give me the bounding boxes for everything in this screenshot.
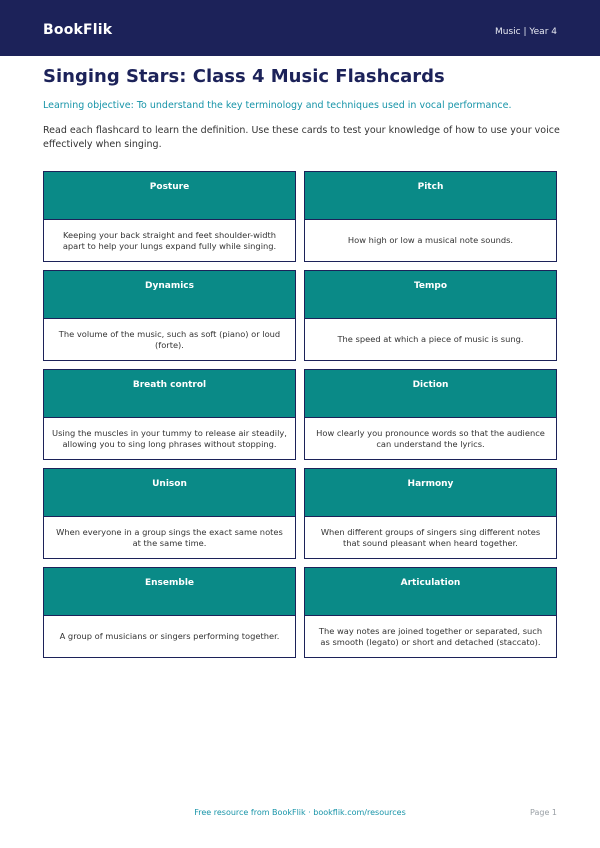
flashcard-term: Articulation xyxy=(400,578,461,588)
flashcard-definition: Keeping your back straight and feet shoulder-width apart to help your lungs expand fully while singing. xyxy=(62,229,277,251)
flashcard-term: Harmony xyxy=(407,479,454,489)
flashcard-term-panel xyxy=(43,567,296,615)
flashcard-definition: How high or low a musical note sounds. xyxy=(347,235,514,245)
flashcard-definition-panel xyxy=(43,318,296,361)
intro-text: Read each flashcard to learn the definition. Use these cards to test your knowledge of how to use your voice effectively when singing. xyxy=(43,125,560,150)
subject-year-label: Music | Year 4 xyxy=(494,27,557,37)
flashcard-definition: When everyone in a group sings the exact same notes at the same time. xyxy=(56,526,283,548)
flashcard-term: Ensemble xyxy=(144,578,195,588)
flashcard-definition-panel xyxy=(43,219,296,262)
flashcard xyxy=(43,270,296,361)
flashcard-definition-panel xyxy=(304,318,557,361)
flashcard-term: Breath control xyxy=(132,380,207,390)
flashcard-term-panel xyxy=(304,567,557,615)
flashcard-term: Unison xyxy=(152,479,187,489)
flashcard-definition: Using the muscles in your tummy to release air steadily, allowing you to sing long phrases without stopping. xyxy=(52,427,287,449)
flashcard-definition: The volume of the music, such as soft (piano) or loud (forte). xyxy=(58,328,281,350)
flashcard xyxy=(304,270,557,361)
flashcard-term-panel xyxy=(304,468,557,516)
flashcard xyxy=(304,468,557,559)
flashcard-term: Dynamics xyxy=(145,281,194,291)
flashcard xyxy=(304,567,557,658)
flashcard-definition: The speed at which a piece of music is sung. xyxy=(337,334,524,344)
flashcard-term: Tempo xyxy=(413,281,448,291)
flashcard-definition: When different groups of singers sing different notes that sound pleasant when heard together. xyxy=(320,526,541,548)
flashcard-definition-panel xyxy=(304,417,557,460)
flashcard xyxy=(43,468,296,559)
footer-resource-link[interactable]: Free resource from BookFlik · bookflik.com/resources xyxy=(194,808,406,817)
flashcard xyxy=(304,171,557,262)
flashcard xyxy=(43,567,296,658)
flashcard-definition-panel xyxy=(304,516,557,559)
flashcard-definition-panel xyxy=(304,615,557,658)
flashcard-definition-panel xyxy=(43,615,296,658)
flashcard-grid xyxy=(43,171,557,658)
flashcard-term: Diction xyxy=(412,380,449,390)
flashcard-term-panel xyxy=(43,270,296,318)
flashcard-definition-panel xyxy=(43,516,296,559)
flashcard-definition: A group of musicians or singers performing together. xyxy=(59,631,280,641)
brand-logo[interactable]: BookFlik xyxy=(43,22,113,38)
flashcard xyxy=(304,369,557,460)
flashcard-term-panel xyxy=(304,171,557,219)
flashcard-definition-panel xyxy=(43,417,296,460)
flashcard-term-panel xyxy=(304,270,557,318)
learning-objective: Learning objective: To understand the key terminology and techniques used in vocal performance. xyxy=(43,100,512,111)
flashcard-term: Posture xyxy=(149,182,190,192)
flashcard xyxy=(43,171,296,262)
flashcard-term-panel xyxy=(304,369,557,417)
flashcard-term-panel xyxy=(43,369,296,417)
flashcard-term-panel xyxy=(43,468,296,516)
page-title: Singing Stars: Class 4 Music Flashcards xyxy=(43,66,445,87)
flashcard-term-panel xyxy=(43,171,296,219)
flashcard xyxy=(43,369,296,460)
flashcard-definition: The way notes are joined together or separated, such as smooth (legato) or short and detached (staccato). xyxy=(318,625,543,647)
page-header xyxy=(0,0,600,56)
page-number: Page 1 xyxy=(530,808,557,817)
flashcard-term: Pitch xyxy=(417,182,444,192)
flashcard-definition: How clearly you pronounce words so that the audience can understand the lyrics. xyxy=(316,427,545,449)
flashcard-definition-panel xyxy=(304,219,557,262)
